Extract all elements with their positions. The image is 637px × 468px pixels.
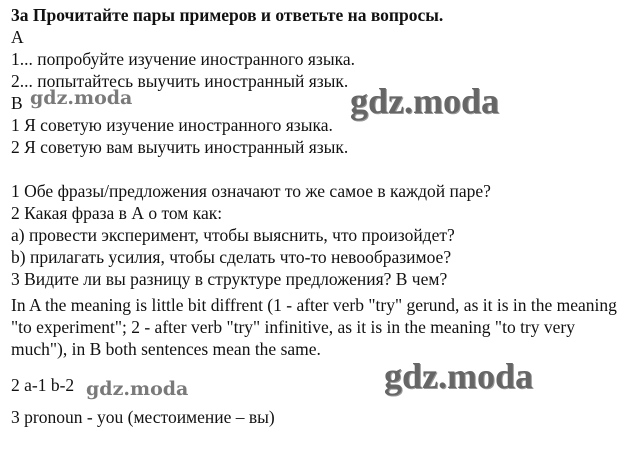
question-2a: a) провести эксперимент, чтобы выяснить, что произойдет?: [11, 225, 455, 245]
example-b2: 2 Я советую вам выучить иностранный язык.: [11, 137, 349, 157]
question-2b: b) прилагать усилия, чтобы сделать что-то невообразимое?: [11, 247, 452, 267]
watermark-logo: gdz.moda: [384, 356, 534, 396]
example-b1: 1 Я советую изучение иностранного языка.: [11, 115, 333, 135]
watermark-logo: gdz.moda: [86, 378, 189, 400]
example-a2: 2... попытайтесь выучить иностранный язык.: [11, 71, 349, 91]
question-2: 2 Какая фраза в А о том как:: [11, 203, 223, 223]
exercise-title: 3a Прочитайте пары примеров и ответьте на вопросы.: [11, 5, 444, 25]
watermark-logo: gdz.moda: [350, 81, 500, 121]
watermark-logo: gdz.moda: [30, 87, 133, 109]
answer-3: 3 pronoun - you (местоимение – вы): [11, 407, 275, 427]
answer-1-paragraph: In A the meaning is little bit diffrent (1 - after verb "try" gerund, as it is in the meaning "to experiment"; 2 - after verb "try" infinitive, as it is in the meaning "to try very much"), in B both sentences mean the same.: [11, 295, 617, 359]
example-a1: 1... попробуйте изучение иностранного языка.: [11, 49, 355, 69]
section-b-label: B: [11, 93, 23, 113]
question-3: 3 Видите ли вы разницу в структуре предложения? В чем?: [11, 269, 448, 289]
question-1: 1 Обе фразы/предложения означают то же самое в каждой паре?: [11, 181, 491, 201]
answer-2: 2 a-1 b-2: [11, 375, 75, 395]
section-a-label: A: [11, 27, 24, 47]
